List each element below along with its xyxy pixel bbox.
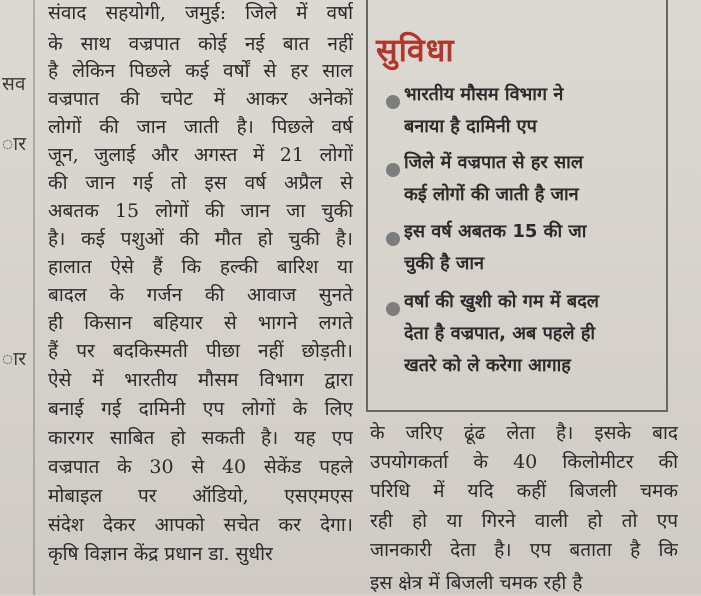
bullet-icon [386,163,400,177]
article-line: है लेकिन पिछले कई वर्षों से हर साल [48,60,353,82]
left-fragment-text: ार [2,348,26,370]
article-line: वज्रपात के 30 से 40 सेकेंड पहले [48,456,353,478]
article-line: कारगर साबित हो सकती है। यह एप [48,427,353,449]
article-line: के साथ वज्रपात कोई नई बात नहीं [48,33,353,55]
article-line: संदेश देकर आपको सचेत कर देगा। [48,514,353,536]
bullet-text: भारतीय मौसम विभाग ने [404,84,564,105]
article-line: संवाद सहयोगी, जमुई: जिले में वर्षा [48,2,353,24]
article-line: के जरिए ढूंढ लेता है। इसके बाद [370,422,678,444]
bullet-icon [386,302,400,316]
bullet-text: बनाया है दामिनी एप [404,116,537,137]
article-line: परिधि में यदि कहीं बिजली चमक [370,480,678,502]
bullet-text: देता है वज्रपात, अब पहले ही [404,323,596,344]
left-fragment-text: सव [2,73,26,95]
bullet-text: वर्षा की खुशी को गम में बदल [404,291,599,312]
bullet-text: चुकी है जान [404,253,485,274]
article-line: मोबाइल पर ऑडियो, एसएमएस [48,485,353,507]
article-line: इस क्षेत्र में बिजली चमक रही है [370,572,583,594]
article-line: जून, जुलाई और अगस्त में 21 लोगों [48,144,353,166]
article-line: जानकारी देता है। एप बताता है कि [370,539,678,561]
article-line: बादल के गर्जन की आवाज सुनते [48,284,353,306]
article-line: हैं पर बदकिस्मती पीछा नहीं छोड़ती। [48,340,353,362]
article-line: ही किसान बहियार से भागने लगते [48,312,353,334]
article-line: बनाई गई दामिनी एप लोगों के लिए [48,398,353,420]
article-line: हालात ऐसे हैं कि हल्की बारिश या [48,256,353,278]
article-line: उपयोगकर्ता के 40 किलोमीटर की [370,451,678,473]
bullet-icon [386,232,400,246]
bullet-text: जिले में वज्रपात से हर साल [404,152,584,173]
article-line: अबतक 15 लोगों की जान जा चुकी [48,200,353,222]
bullet-icon [386,95,400,109]
article-line: की जान गई तो इस वर्ष अप्रैल से [48,172,353,194]
article-line: कृषि विज्ञान केंद्र प्रधान डा. सुधीर [48,543,273,565]
article-line: है। कई पशुओं की मौत हो चुकी है। [48,228,353,250]
box-title: सुविधा [376,31,455,69]
bullet-text: इस वर्ष अबतक 15 की जा [404,221,587,242]
article-line: वज्रपात की चपेट में आकर अनेकों [48,88,353,110]
bullet-text: खतरे को ले करेगा आगाह [404,355,571,376]
article-line: रही हो या गिरने वाली हो तो एप [370,510,678,532]
article-line: ऐसे में भारतीय मौसम विभाग द्वारा [48,369,353,391]
bullet-text: कई लोगों की जाती है जान [404,184,579,205]
column-divider [33,0,35,595]
left-fragment-text: ार [2,133,26,155]
article-line: लोगों की जान जाती है। पिछले वर्ष [48,116,353,138]
left-column-fragment [0,0,30,595]
